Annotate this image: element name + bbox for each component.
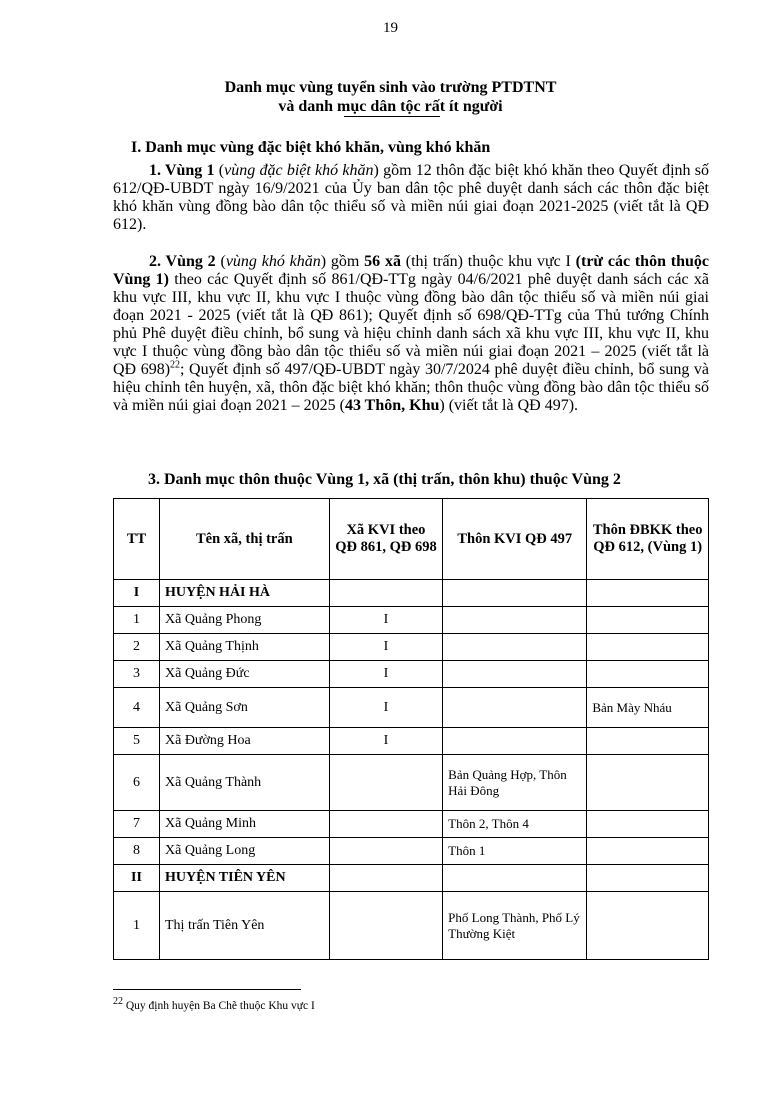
cell-dbkk (587, 892, 709, 960)
cell-kvi: I (329, 607, 442, 634)
cell-kvi: I (329, 634, 442, 661)
vung-1-text: ) gồm 12 thôn đặc biệt khó khăn theo Quyết định số 612/QĐ-UBDT ngày 16/9/2021 của Ủy ban dân tộc phê duyệt danh sách các thôn đặc biệt khó khăn vùng đồng bào dân tộc thiểu số và miền núi giai đoạn 2021-2025 (viết tắt là QĐ 612). (113, 162, 709, 233)
table-row (114, 688, 709, 728)
table-row (114, 607, 709, 634)
paragraph-vung-2: 2. Vùng 2 (vùng khó khăn) gồm 56 xã (thị trấn) thuộc khu vực I (trừ các thôn thuộc Vùng 1) theo các Quyết định số 861/QĐ-TTg ngày 04/6/2021 phê duyệt danh sách các xã khu vực III, khu vực II, khu vực I thuộc vùng đồng bào dân tộc thiểu số và miền núi giai đoạn 2021 - 2025 (viết tắt là QĐ 861); Quyết định số 698/QĐ-TTg của Thủ tướng Chính phủ Phê duyệt điều chỉnh, bổ sung và hiệu chỉnh danh sách xã khu vực III, khu vực II, khu vực I thuộc vùng đồng bào dân tộc thiểu số và miền núi giai đoạn 2021 – 2025 (viết tắt là QĐ 698)$^{22}$; Quyết định số 497/QĐ-UBDT ngày 30/7/2024 phê duyệt điều chỉnh, bổ sung và hiệu chỉnh tên huyện, xã, thôn đặc biệt khó khăn; thôn thuộc vùng đồng bào dân tộc thiểu số và miền núi giai đoạn 2021 – 2025 (43 Thôn, Khu) (viết tắt là QĐ 497). (113, 253, 710, 414)
cell-kvi (329, 892, 442, 960)
title-line-2: và danh mục dân tộc rất ít người (278, 98, 503, 115)
document-title (0, 78, 781, 116)
cell-thon (443, 865, 587, 892)
cell-dbkk (587, 728, 709, 755)
cell-dbkk (587, 580, 709, 607)
title-line-1: Danh mục vùng tuyển sinh vào trường PTDTNT (224, 79, 557, 96)
header-tt: TT (114, 499, 160, 580)
vung-2-text-1: ) gồm (320, 253, 365, 270)
paragraph-vung-1: 1. Vùng 1 (vùng đặc biệt khó khăn) gồm 12 thôn đặc biệt khó khăn theo Quyết định số 612/QĐ-UBDT ngày 16/9/2021 của Ủy ban dân tộc phê duyệt danh sách các thôn đặc biệt khó khăn vùng đồng bào dân tộc thiểu số và miền núi giai đoạn 2021-2025 (viết tắt là QĐ 612). (113, 162, 709, 233)
table-row (114, 661, 709, 688)
cell-tt: II (114, 865, 160, 892)
cell-kvi (329, 865, 442, 892)
cell-name: HUYỆN TIÊN YÊN (160, 865, 330, 892)
cell-thon: Bản Quảng Hợp, Thôn Hải Đông (443, 755, 587, 811)
vung-2-text-4: ; Quyết định số 497/QĐ-UBDT ngày 30/7/2024 phê duyệt điều chỉnh, bổ sung và hiệu chỉnh tên huyện, xã, thôn đặc biệt khó khăn; thôn thuộc vùng đồng bào dân tộc thiểu số và miền núi giai đoạn 2021 – 2025 ( (113, 361, 710, 414)
cell-tt: I (114, 580, 160, 607)
cell-name: HUYỆN HẢI HÀ (160, 580, 330, 607)
header-dbkk: Thôn ĐBKK theo QĐ 612, (Vùng 1) (587, 499, 709, 580)
cell-name: Xã Quảng Thành (160, 755, 330, 811)
header-kvi: Xã KVI theo QĐ 861, QĐ 698 (329, 499, 442, 580)
footnote (113, 996, 315, 1012)
cell-tt: 4 (114, 688, 160, 728)
table-row (114, 634, 709, 661)
cell-name: Xã Đường Hoa (160, 728, 330, 755)
cell-dbkk (587, 634, 709, 661)
table-row (114, 865, 709, 892)
vung-2-lead-italic: vùng khó khăn (225, 253, 321, 270)
cell-kvi (329, 755, 442, 811)
cell-dbkk: Bản Mày Nháu (587, 688, 709, 728)
cell-thon (443, 580, 587, 607)
cell-thon (443, 728, 587, 755)
table-header-row (114, 499, 709, 580)
cell-thon (443, 688, 587, 728)
cell-thon: Phố Long Thành, Phố Lý Thường Kiệt (443, 892, 587, 960)
vung-2-lead: 2. Vùng 2 (149, 253, 216, 270)
footnote-text: Quy định huyện Ba Chẽ thuộc Khu vực I (123, 1000, 315, 1012)
cell-kvi (329, 580, 442, 607)
cell-thon (443, 607, 587, 634)
cell-thon: Thôn 1 (443, 838, 587, 865)
vung-2-text-3: theo các Quyết định số 861/QĐ-TTg ngày 04/6/2021 phê duyệt danh sách các xã khu vực III, khu vực II, khu vực I thuộc vùng đồng bào dân tộc thiểu số và miền núi giai đoạn 2021 - 2025 (viết tắt là QĐ 861); Quyết định số 698/QĐ-TTg của Thủ tướng Chính phủ Phê duyệt điều chỉnh, bổ sung và hiệu chỉnh danh sách xã khu vực III, khu vực II, khu vực I thuộc vùng đồng bào dân tộc thiểu số và miền núi giai đoạn 2021 – 2025 (viết tắt là QĐ 698) (113, 271, 709, 378)
table-row (114, 580, 709, 607)
cell-name: Xã Quảng Phong (160, 607, 330, 634)
table-row (114, 892, 709, 960)
title-underline (344, 116, 440, 117)
vung-1-lead: 1. Vùng 1 (149, 162, 215, 179)
cell-tt: 7 (114, 811, 160, 838)
vung-2-text-5: ) (viết tắt là QĐ 497). (439, 397, 579, 414)
commune-table (113, 498, 709, 960)
footnote-ref[interactable]: 22 (170, 359, 181, 371)
cell-kvi: I (329, 688, 442, 728)
table-heading: 3. Danh mục thôn thuộc Vùng 1, xã (thị trấn, thôn khu) thuộc Vùng 2 (148, 471, 621, 488)
cell-dbkk (587, 838, 709, 865)
cell-kvi (329, 811, 442, 838)
cell-dbkk (587, 755, 709, 811)
vung-2-bold-2: (trừ các thôn thuộc Vùng 1) (113, 253, 710, 288)
cell-tt: 5 (114, 728, 160, 755)
cell-name: Xã Quảng Long (160, 838, 330, 865)
cell-tt: 1 (114, 892, 160, 960)
cell-name: Thị trấn Tiên Yên (160, 892, 330, 960)
vung-2-bold-1: 56 xã (364, 253, 401, 270)
header-thon: Thôn KVI QĐ 497 (443, 499, 587, 580)
table-row (114, 838, 709, 865)
cell-dbkk (587, 661, 709, 688)
cell-dbkk (587, 865, 709, 892)
cell-kvi: I (329, 728, 442, 755)
table-row (114, 728, 709, 755)
vung-2-text-2: (thị trấn) thuộc khu vực I (400, 253, 576, 270)
cell-tt: 1 (114, 607, 160, 634)
cell-tt: 6 (114, 755, 160, 811)
cell-tt: 2 (114, 634, 160, 661)
cell-name: Xã Quảng Thịnh (160, 634, 330, 661)
cell-dbkk (587, 607, 709, 634)
footnote-separator (113, 989, 301, 990)
table-row (114, 755, 709, 811)
vung-2-bold-3: 43 Thôn, Khu (344, 397, 440, 414)
table-row (114, 811, 709, 838)
header-name: Tên xã, thị trấn (160, 499, 330, 580)
cell-kvi (329, 838, 442, 865)
cell-tt: 8 (114, 838, 160, 865)
cell-thon (443, 634, 587, 661)
page-number: 19 (383, 20, 398, 36)
cell-dbkk (587, 811, 709, 838)
cell-tt: 3 (114, 661, 160, 688)
vung-1-lead-italic: vùng đặc biệt khó khăn (224, 162, 374, 179)
footnote-mark: 22 (113, 996, 123, 1008)
cell-name: Xã Quảng Minh (160, 811, 330, 838)
cell-kvi: I (329, 661, 442, 688)
cell-thon: Thôn 2, Thôn 4 (443, 811, 587, 838)
cell-name: Xã Quảng Sơn (160, 688, 330, 728)
section-heading: I. Danh mục vùng đặc biệt khó khăn, vùng khó khăn (131, 139, 491, 156)
cell-thon (443, 661, 587, 688)
cell-name: Xã Quảng Đức (160, 661, 330, 688)
